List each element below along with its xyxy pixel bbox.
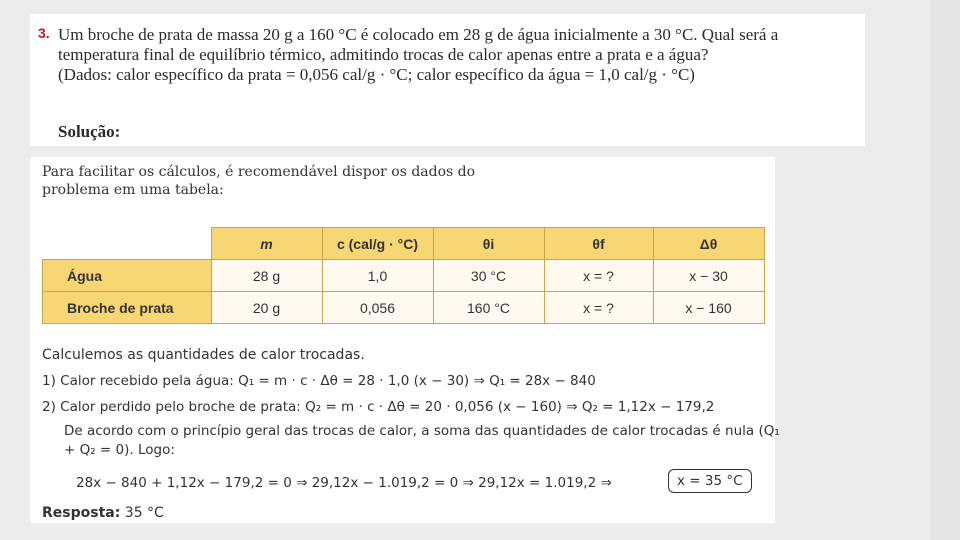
answer-label: Resposta: (42, 505, 121, 521)
answer-value: 35 °C (124, 505, 164, 521)
calc-title: Calculemos as quantidades de calor trocadas. (42, 347, 365, 363)
table-corner-cell (43, 228, 212, 260)
header-final-temp: θf (544, 228, 653, 260)
problem-panel (30, 14, 865, 146)
table-header-row (43, 228, 765, 260)
cell-silver-tf: x = ? (544, 292, 653, 324)
data-table (42, 227, 765, 324)
final-equation: 28x − 840 + 1,12x − 179,2 = 0 ⇒ 29,12x − 1.019,2 = 0 ⇒ 29,12x = 1.019,2 ⇒ (76, 475, 612, 491)
table-row (43, 260, 765, 292)
step-2: 2) Calor perdido pelo broche de prata: Q₂ = m · c · Δθ = 20 · 0,056 (x − 160) ⇒ Q₂ = 1,12x − 179,2 (42, 399, 715, 415)
table-row (43, 292, 765, 324)
solution-heading: Solução: (58, 122, 121, 141)
question-statement: Um broche de prata de massa 20 g a 160 °C é colocado em 28 g de água inicialmente a 30 °C. Qual será a temperatura final de equilíbrio térmico, admitindo trocas de calor apenas entre a prata e a água? (58, 25, 779, 64)
answer (42, 505, 164, 521)
header-delta-temp: Δθ (653, 228, 764, 260)
cell-silver-ti: 160 °C (433, 292, 544, 324)
result-box: x = 35 °C (668, 469, 752, 493)
cell-water-c: 1,0 (322, 260, 433, 292)
step-1: 1) Calor recebido pela água: Q₁ = m · c · Δθ = 28 · 1,0 (x − 30) ⇒ Q₁ = 28x − 840 (42, 373, 596, 389)
cell-water-dt: x − 30 (653, 260, 764, 292)
row-label-water: Água (43, 260, 212, 292)
slide-margin (930, 0, 960, 540)
question-data: (Dados: calor específico da prata = 0,056 cal/g · °C; calor específico da água = 1,0 cal/g · °C) (58, 65, 695, 84)
header-specific-heat: c (cal/g · °C) (322, 228, 433, 260)
principle-note: De acordo com o princípio geral das trocas de calor, a soma das quantidades de calor trocadas é nula (Q₁ + Q₂ = 0). Logo: (64, 423, 780, 458)
question-text (58, 25, 858, 85)
header-initial-temp: θi (433, 228, 544, 260)
cell-silver-c: 0,056 (322, 292, 433, 324)
row-label-silver: Broche de prata (43, 292, 212, 324)
cell-silver-dt: x − 160 (653, 292, 764, 324)
cell-water-mass: 28 g (211, 260, 322, 292)
cell-water-ti: 30 °C (433, 260, 544, 292)
cell-water-tf: x = ? (544, 260, 653, 292)
solution-panel (30, 157, 780, 523)
header-mass: m (211, 228, 322, 260)
solution-intro: Para facilitar os cálculos, é recomendável dispor os dados do problema em uma tabela: (42, 164, 476, 198)
question-number: 3. (38, 25, 50, 41)
cell-silver-mass: 20 g (211, 292, 322, 324)
